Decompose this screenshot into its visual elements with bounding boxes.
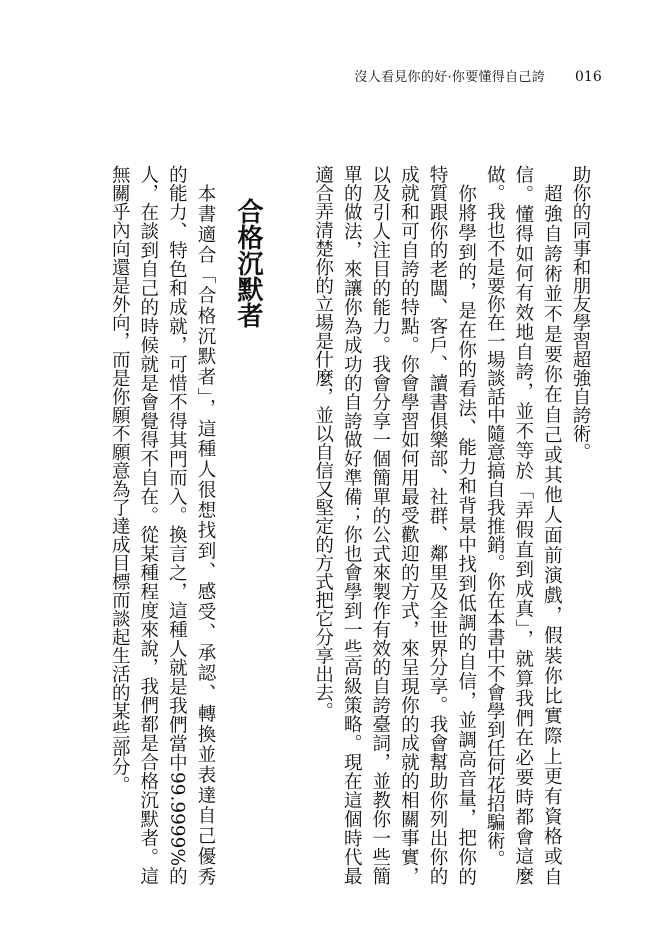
text-column: 成就和可自誇的特點。你會學習如何用最受歡迎的方式，來呈現你的成就的相關事實， — [398, 165, 420, 885]
text-column: 適合弄清楚你的立場是什麼，並以自信又堅定的方式把它分享出去。 — [312, 165, 334, 720]
page-number: 016 — [575, 69, 602, 85]
text-column: 單的做法，來讓你為成功的自誇做好準備；你也會學到一些高級策略。現在這個時代最 — [341, 165, 363, 885]
text-column: 你將學到的，是在你的看法、能力和背景中找到低調的自信，並調高音量，把你的 — [455, 183, 477, 885]
running-title: 沒人看見你的好·你要懂得自己誇 — [354, 70, 545, 85]
text-column: 特質跟你的老闆、客戶、讀書俱樂部、社群、鄰里及全世界分享。我會幫助你列出你的 — [427, 165, 448, 885]
text-column: 做。我也不是要你在一場談話中隨意搞自我推銷。你在本書中不會學到任何花招騙術。 — [484, 165, 506, 868]
section-heading: 合格沉默者 — [233, 198, 263, 328]
text-column: 的能力、特色和成就，可惜不得其門而入。換言之，這種人就是我們當中99.9999%的 — [166, 165, 188, 885]
text-column: 信。懂得如何有效地自誇，並不等於「弄假直到成真」，就算我們在必要時都會這麼 — [512, 165, 534, 885]
text-column: 助你的同事和朋友學習超強自誇術。 — [570, 165, 591, 461]
text-column: 本書適合「合格沉默者」，這種人很想找到、感受、承認、轉換並表達自己優秀 — [195, 183, 216, 885]
text-column: 無關乎內向還是外向，而是你願不願意為了達成目標而談起生活的某些部分。 — [109, 165, 131, 794]
text-column: 以及引人注目的能力。我會分享一個簡單的公式來製作有效的自誇臺詞，並教你一些簡 — [369, 165, 391, 885]
text-column: 人，在談到自己的時候就是會覺得不自在。從某種程度來說，我們都是合格沉默者。這 — [137, 165, 159, 885]
text-column: 超強自誇術並不是要你在自己或其他人面前演戲，假裝你比實際上更有資格或自 — [541, 183, 563, 885]
